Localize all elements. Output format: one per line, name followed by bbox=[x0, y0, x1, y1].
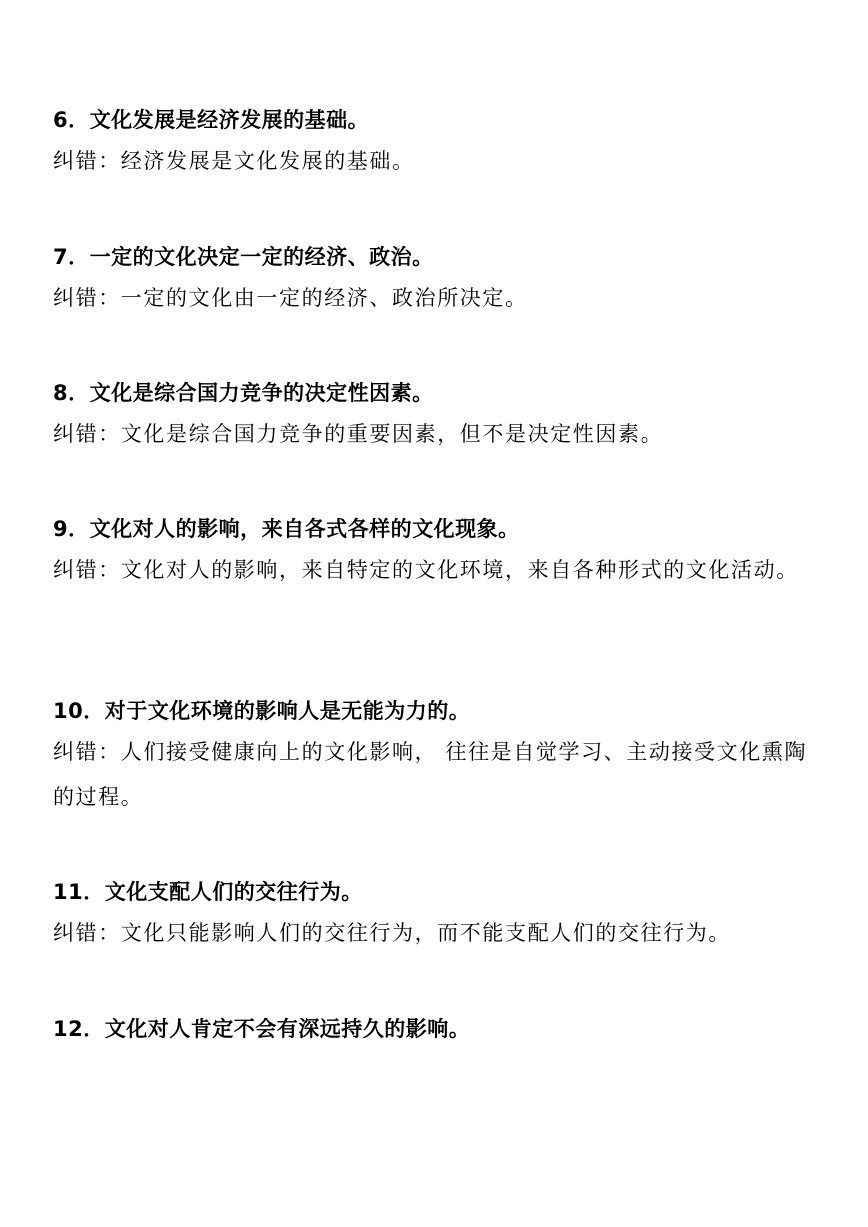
correction-text: 纠错：文化只能影响人们的交往行为，而不能支配人们的交往行为。 bbox=[53, 921, 731, 945]
question-statement: 11．文化支配人们的交往行为。 bbox=[53, 880, 363, 904]
question-item-6 bbox=[53, 105, 823, 184]
correction-text: 纠错：经济发展是文化发展的基础。 bbox=[53, 149, 415, 173]
correction-text: 纠错：文化是综合国力竞争的重要因素，但不是决定性因素。 bbox=[53, 422, 664, 446]
correction-text: 纠错：文化对人的影响，来自特定的文化环境，来自各种形式的文化活动。 bbox=[53, 558, 799, 582]
question-statement: 12．文化对人肯定不会有深远持久的影响。 bbox=[53, 1017, 471, 1041]
correction-text: 纠错：人们接受健康向上的文化影响， 往往是自觉学习、主动接受文化熏陶的过程。 bbox=[53, 740, 808, 809]
question-statement: 6．文化发展是经济发展的基础。 bbox=[53, 108, 370, 132]
question-item-7 bbox=[53, 242, 823, 321]
question-item-12 bbox=[53, 1014, 823, 1044]
question-statement: 8．文化是综合国力竞争的决定性因素。 bbox=[53, 381, 434, 405]
question-item-8 bbox=[53, 378, 823, 457]
question-statement: 10．对于文化环境的影响人是无能为力的。 bbox=[53, 699, 471, 723]
question-item-11 bbox=[53, 877, 823, 956]
question-statement: 9．文化对人的影响，来自各式各样的文化现象。 bbox=[53, 517, 520, 541]
correction-text: 纠错：一定的文化由一定的经济、政治所决定。 bbox=[53, 286, 528, 310]
question-item-10 bbox=[53, 696, 823, 820]
question-statement: 7．一定的文化决定一定的经济、政治。 bbox=[53, 245, 434, 269]
question-item-9 bbox=[53, 514, 823, 593]
